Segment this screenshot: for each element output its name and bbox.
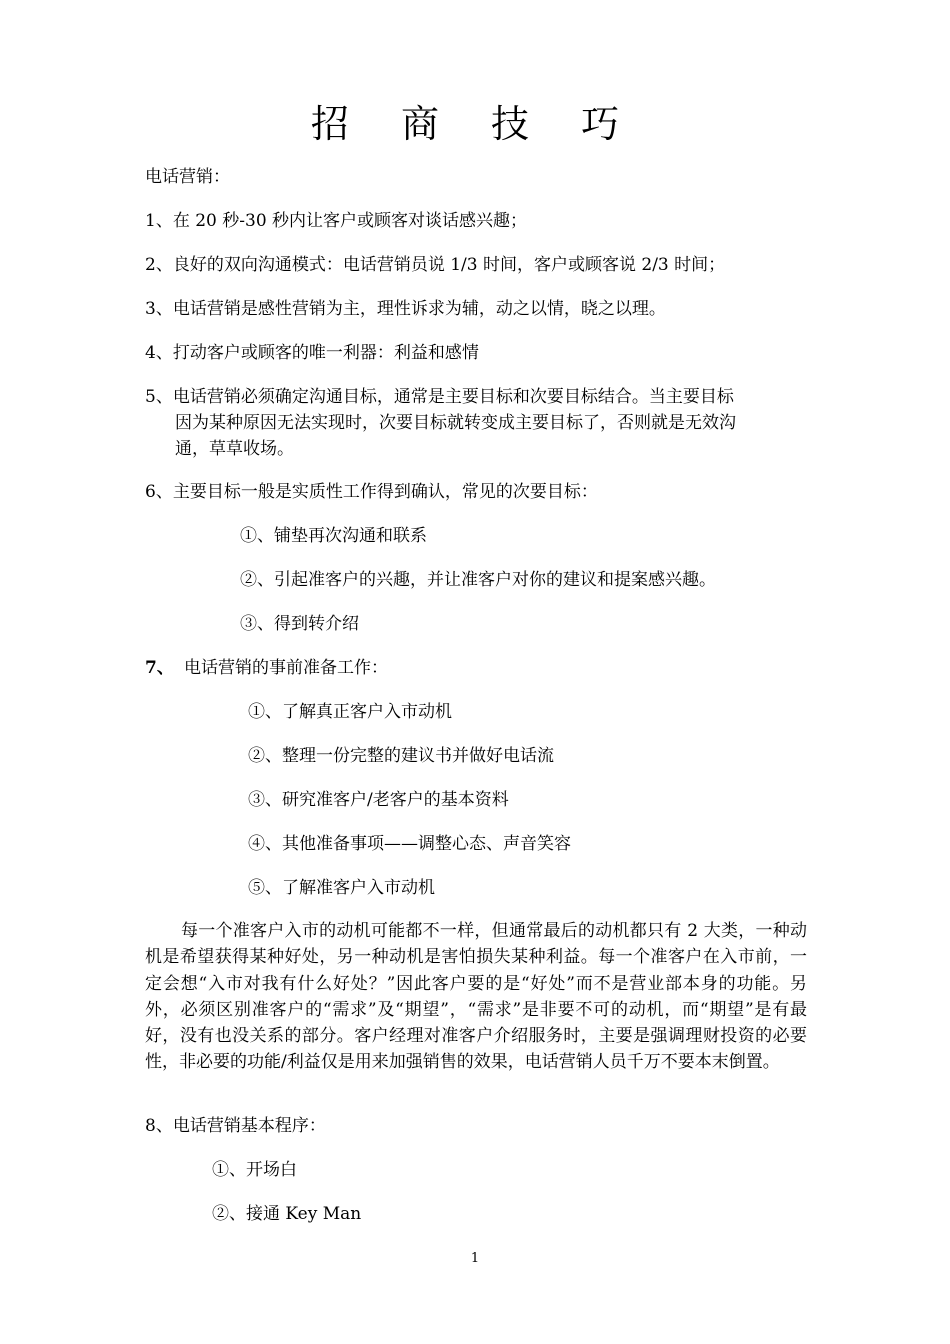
list-item-8-sub-2: ②、接通 Key Man	[212, 1204, 362, 1224]
list-item-2: 2、良好的双向沟通模式：电话营销员说 1/3 时间，客户或顾客说 2/3 时间；	[145, 255, 726, 275]
list-item-7-sub-3: ③、研究准客户/老客户的基本资料	[248, 790, 509, 810]
list-item-7-sub-4: ④、其他准备事项——调整心态、声音笑容	[248, 834, 571, 854]
list-item-5-line-1: 5、电话营销必须确定沟通目标，通常是主要目标和次要目标结合。当主要目标	[145, 387, 734, 407]
list-item-7-text: 电话营销的事前准备工作：	[184, 658, 388, 678]
list-item-6-sub-1: ①、铺垫再次沟通和联系	[240, 526, 427, 546]
list-item-6-sub-2: ②、引起准客户的兴趣，并让准客户对你的建议和提案感兴趣。	[240, 570, 716, 590]
section-heading: 电话营销：	[145, 167, 230, 187]
list-item-7-sub-5: ⑤、了解准客户入市动机	[248, 878, 435, 898]
list-item-7-number: 7、	[145, 658, 174, 678]
page-number: 1	[470, 1251, 480, 1266]
body-paragraph: 每一个准客户入市的动机可能都不一样，但通常最后的动机都只有 2 大类，一种动机是希望获得某种好处，另一种动机是害怕损失某种利益。每一个准客户在入市前，一定会想“入市对我有什么好处？”因此客户要的是“好处”而不是营业部本身的功能。另外，必须区别准客户的“需求”及“期望”，“需求”是非要不可的动机，而“期望”是有最好，没有也没关系的部分。客户经理对准客户介绍服务时，主要是强调理财投资的必要性，非必要的功能/利益仅是用来加强销售的效果，电话营销人员千万不要本末倒置。	[145, 921, 807, 1073]
list-item-3: 3、电话营销是感性营销为主，理性诉求为辅，动之以情，晓之以理。	[145, 299, 666, 319]
list-item-8: 8、电话营销基本程序：	[145, 1116, 326, 1136]
list-item-1: 1、在 20 秒-30 秒内让客户或顾客对谈话感兴趣；	[145, 211, 528, 231]
list-item-6-sub-3: ③、得到转介绍	[240, 614, 359, 634]
list-item-4: 4、打动客户或顾客的唯一利器：利益和感情	[145, 343, 479, 363]
list-item-7-sub-2: ②、整理一份完整的建议书并做好电话流	[248, 746, 554, 766]
list-item-8-sub-1: ①、开场白	[212, 1160, 297, 1180]
list-item-5-line-2: 因为某种原因无法实现时，次要目标就转变成主要目标了，否则就是无效沟	[175, 413, 736, 433]
list-item-6: 6、主要目标一般是实质性工作得到确认，常见的次要目标：	[145, 482, 598, 502]
page-title: 招 商 技 巧	[310, 102, 640, 146]
list-item-7-sub-1: ①、了解真正客户入市动机	[248, 702, 452, 722]
list-item-5-line-3: 通，草草收场。	[175, 439, 294, 459]
